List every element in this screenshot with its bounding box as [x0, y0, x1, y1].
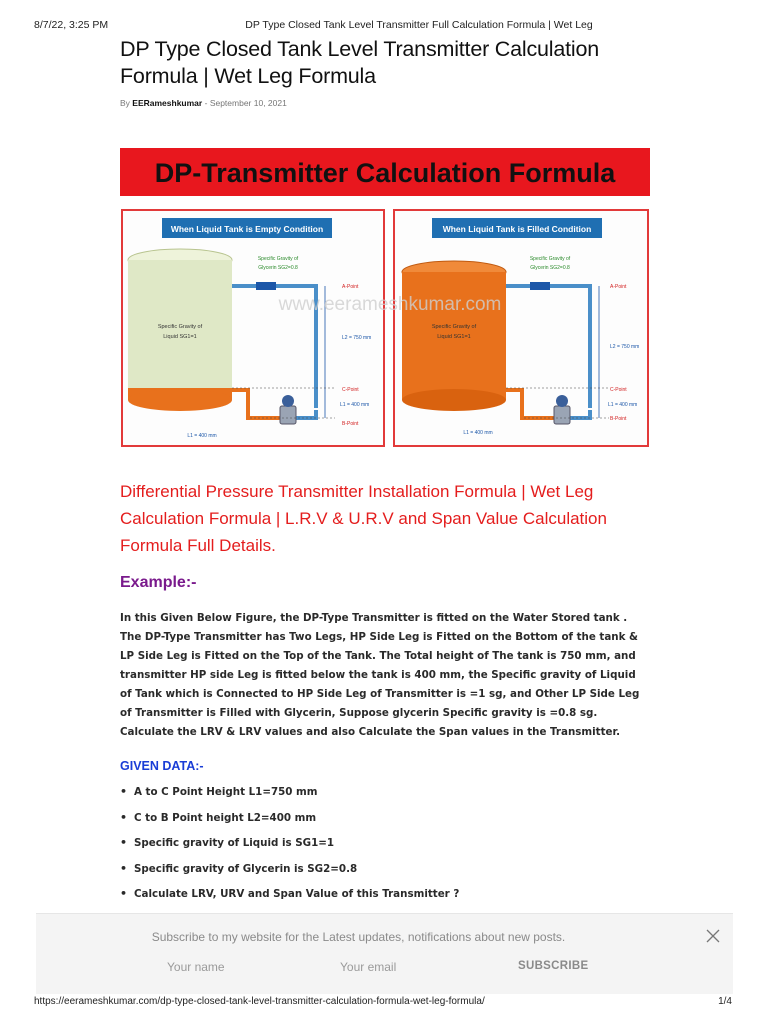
panel-filled	[394, 210, 648, 446]
dp-transmitter-diagram	[120, 148, 650, 448]
b-point-label: B-Point	[610, 416, 627, 422]
print-date: 8/7/22, 3:25 PM	[34, 19, 109, 31]
watermark: www.eerameshkumar.com	[278, 294, 502, 315]
a-point-label: A-Point	[342, 284, 359, 290]
list-item: • Specific gravity of Liquid is SG1=1	[120, 837, 650, 863]
given-data-heading: GIVEN DATA:-	[120, 759, 204, 773]
list-item: • A to C Point Height L1=750 mm	[120, 786, 650, 812]
list-item: • Specific gravity of Glycerin is SG2=0.8	[120, 863, 650, 889]
article-title: DP Type Closed Tank Level Transmitter Calculation Formula | Wet Leg Formula	[120, 37, 599, 88]
glycerin-label-1: Specific Gravity of	[257, 256, 299, 262]
lead-heading: Differential Pressure Transmitter Installation Formula | Wet Leg Calculation Formula | L.R.V & U.R.V and Span Value Calculation Formula Full Details.	[120, 482, 607, 555]
name-input[interactable]	[167, 960, 287, 974]
l2-label: L2 = 750 mm	[610, 344, 640, 350]
l2-label: L2 = 750 mm	[342, 335, 372, 341]
glycerin-label-1: Specific Gravity of	[529, 256, 571, 262]
list-item: • C to B Point height L2=400 mm	[120, 812, 650, 838]
byline	[120, 98, 650, 108]
c-point-label: C-Point	[610, 387, 627, 393]
featured-image	[120, 148, 650, 448]
subscribe-button[interactable]: SUBSCRIBE	[518, 960, 589, 972]
subscribe-bar	[36, 913, 733, 994]
liquid-label-2: Liquid SG1=1	[163, 334, 197, 340]
publish-date: September 10, 2021	[209, 98, 287, 108]
panel-empty	[122, 210, 384, 446]
article-header	[120, 36, 650, 108]
byline-separator: -	[204, 98, 208, 108]
page-number: 1/4	[718, 996, 732, 1007]
a-point-label: A-Point	[610, 284, 627, 290]
print-url: https://eerameshkumar.com/dp-type-closed-tank-level-transmitter-calculation-formula-wet-leg-formula/	[34, 996, 485, 1007]
banner-text: DP-Transmitter Calculation Formula	[154, 158, 616, 188]
print-title: DP Type Closed Tank Level Transmitter Full Calculation Formula | Wet Leg	[245, 19, 593, 31]
panel-heading: When Liquid Tank is Filled Condition	[442, 224, 592, 234]
example-paragraph: In this Given Below Figure, the DP-Type Transmitter is fitted on the Water Stored tank . The DP-Type Transmitter has Two Legs, HP Side Leg is Fitted on the Bottom of the tank & LP Side Leg is Fitted on the Top of the Tank. The Total height of The tank is 750 mm, and transmitter HP side Leg is fitted below the tank is 400 mm, the Specific gravity of Liquid of Tank which is Connected to HP Side Leg of Transmitter is =1 sg, and Other LP Side Leg of Transmitter is Filled with Glycerin, Suppose glycerin Specific gravity is =0.8 sg. Calculate the LRV & LRV values and also Calculate the Span values in the Transmitter.	[120, 612, 640, 738]
list-item: • Calculate LRV, URV and Span Value of this Transmitter ?	[120, 888, 650, 914]
l1-bottom-label: L1 = 400 mm	[463, 430, 493, 436]
c-point-label: C-Point	[342, 387, 359, 393]
example-heading: Example:-	[120, 574, 197, 591]
author-link[interactable]: EERameshkumar	[132, 98, 203, 108]
print-footer	[0, 992, 768, 1024]
liquid-label-2: Liquid SG1=1	[437, 334, 471, 340]
given-data-list	[120, 786, 650, 914]
subscribe-message: Subscribe to my website for the Latest updates, notifications about new posts.	[151, 930, 566, 944]
l1-label: L1 = 400 mm	[340, 402, 370, 408]
l1-bottom-label: L1 = 400 mm	[187, 433, 217, 439]
email-input[interactable]	[340, 960, 460, 974]
glycerin-label-2: Glycerin SG2=0.8	[530, 265, 570, 271]
byline-prefix: By	[120, 98, 130, 108]
l1-label: L1 = 400 mm	[608, 402, 638, 408]
glycerin-label-2: Glycerin SG2=0.8	[258, 265, 298, 271]
liquid-label-1: Specific Gravity of	[157, 324, 203, 330]
close-icon[interactable]	[705, 928, 721, 944]
liquid-label-1: Specific Gravity of	[431, 324, 477, 330]
b-point-label: B-Point	[342, 421, 359, 427]
panel-heading: When Liquid Tank is Empty Condition	[170, 224, 324, 234]
